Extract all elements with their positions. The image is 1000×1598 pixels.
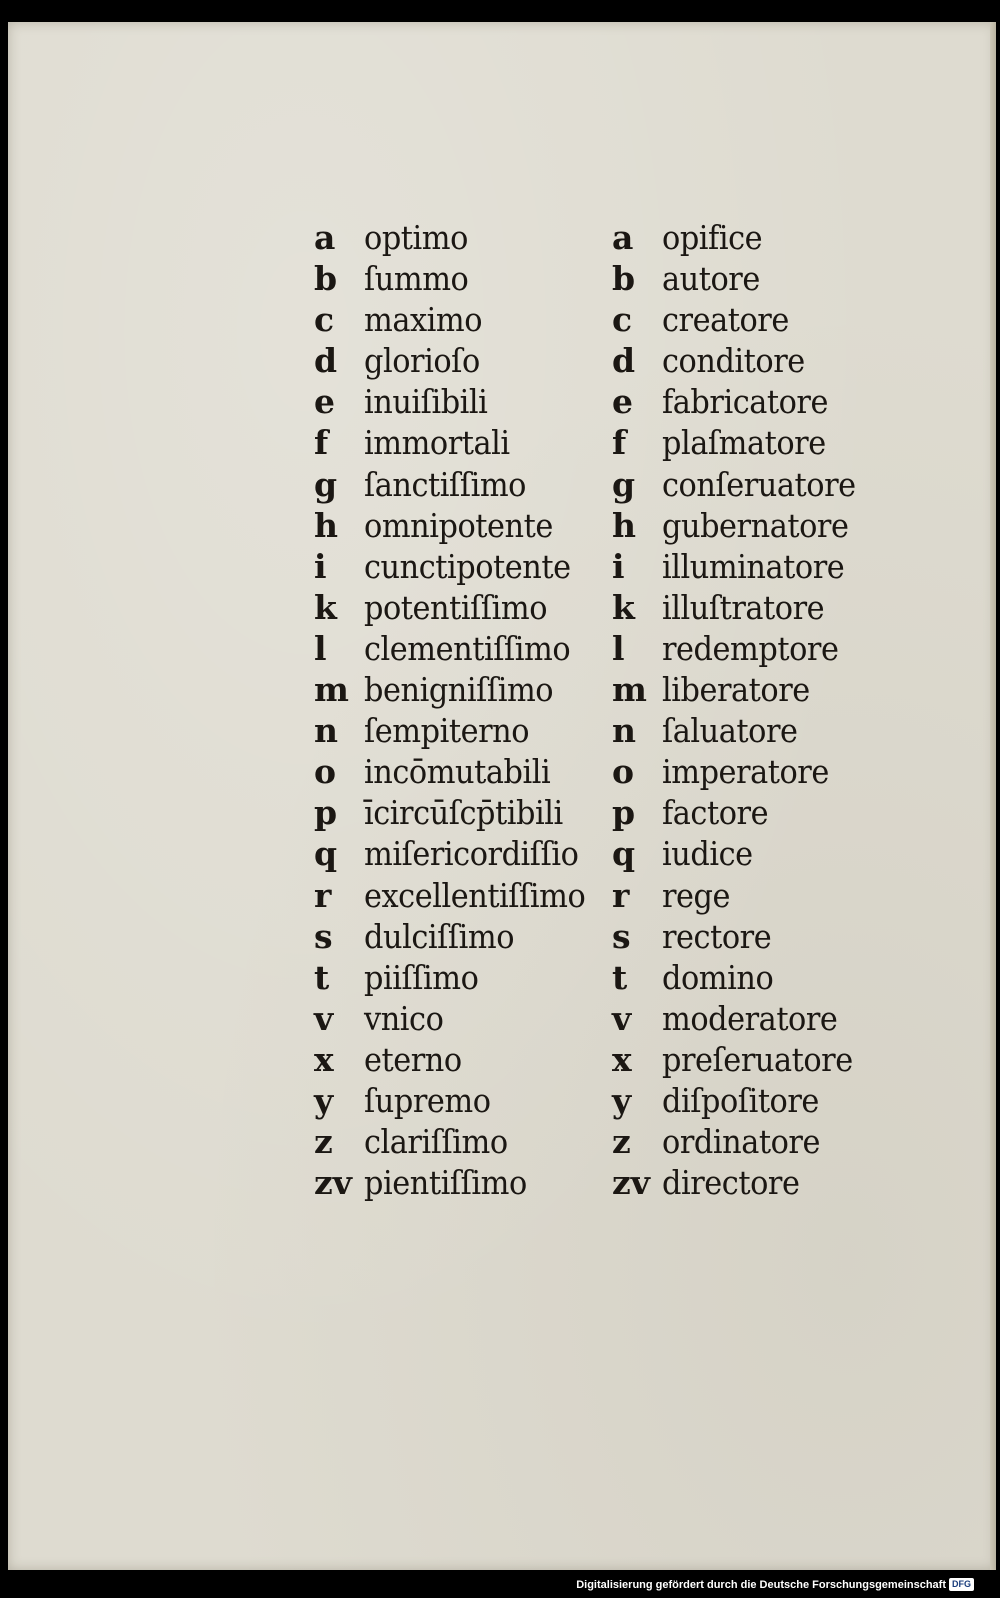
- right-entry-word: ſaluatore: [662, 711, 798, 751]
- right-entry-word: conditore: [662, 341, 805, 381]
- left-entry-letter: m: [314, 670, 349, 710]
- left-entry-letter: t: [314, 957, 330, 997]
- left-entry-word: optimo: [364, 218, 468, 257]
- right-entry: [612, 1081, 872, 1122]
- right-entry: [612, 1040, 872, 1081]
- left-entry-word: incōmutabili: [364, 752, 551, 792]
- left-entry: [314, 917, 605, 958]
- left-entry-word: excellentiſſimo: [364, 875, 586, 915]
- right-entry: [612, 588, 872, 629]
- right-entry: [612, 382, 872, 423]
- left-entry: [314, 382, 605, 423]
- right-entry-letter: x: [612, 1039, 632, 1079]
- left-entry-letter: i: [314, 546, 327, 586]
- book-page: [8, 22, 996, 1570]
- left-entry-word: piiſſimo: [364, 957, 479, 997]
- left-entry: [314, 629, 605, 670]
- left-entry-letter: p: [314, 793, 338, 833]
- left-entry-word: ſummo: [364, 259, 469, 299]
- left-entry-word: ſanctiſſimo: [364, 464, 527, 504]
- footer-credit: [576, 1578, 974, 1591]
- right-entry-letter: e: [612, 382, 633, 422]
- left-entry-word: clementiſſimo: [364, 628, 571, 668]
- right-entry: [612, 506, 872, 547]
- page-edge: [990, 22, 996, 1570]
- right-entry-word: iudice: [662, 834, 753, 874]
- right-entry-letter: y: [612, 1080, 632, 1120]
- right-entry-word: illuminatore: [662, 546, 845, 586]
- left-entry: [314, 588, 605, 629]
- left-entry: [314, 506, 605, 547]
- right-entry: [612, 465, 872, 506]
- right-column: [612, 218, 872, 1204]
- right-entry-word: plaſmatore: [662, 423, 826, 463]
- left-entry-word: benigniſſimo: [364, 670, 554, 710]
- right-entry: [612, 259, 872, 300]
- left-entry-letter: g: [314, 464, 338, 504]
- right-entry-word: redemptore: [662, 628, 839, 668]
- left-entry: [314, 834, 605, 875]
- right-entry: [612, 834, 872, 875]
- right-entry: [612, 793, 872, 834]
- right-entry-word: autore: [662, 259, 760, 299]
- right-entry: [612, 423, 872, 464]
- right-entry: [612, 670, 872, 711]
- left-entry-word: omnipotente: [364, 505, 553, 545]
- left-entry-word: potentiſſimo: [364, 587, 548, 627]
- left-entry: [314, 259, 605, 300]
- right-entry: [612, 629, 872, 670]
- left-entry-word: miſericordiſſio: [364, 834, 579, 874]
- left-entry-letter: x: [314, 1039, 334, 1079]
- right-entry-letter: m: [612, 670, 647, 710]
- right-entry: [612, 1122, 872, 1163]
- right-entry-letter: g: [612, 464, 636, 504]
- left-entry: [314, 876, 605, 917]
- left-entry: [314, 793, 605, 834]
- right-entry-letter: q: [612, 834, 636, 874]
- right-entry: [612, 958, 872, 999]
- left-entry-letter: r: [314, 875, 332, 915]
- right-entry-word: moderatore: [662, 998, 838, 1038]
- right-entry-word: gubernatore: [662, 505, 849, 545]
- right-entry: [612, 1163, 872, 1204]
- left-entry: [314, 752, 605, 793]
- left-entry-letter: e: [314, 382, 335, 422]
- left-entry-word: cunctipotente: [364, 546, 571, 586]
- left-entry-letter: b: [314, 259, 338, 299]
- right-entry-letter: i: [612, 546, 625, 586]
- left-entry-word: immortali: [364, 423, 510, 463]
- left-entry: [314, 711, 605, 752]
- dfg-logo: DFG: [949, 1578, 974, 1591]
- right-entry-letter: d: [612, 341, 636, 381]
- left-entry-word: maximo: [364, 300, 483, 340]
- left-entry-letter: z: [314, 1122, 333, 1162]
- right-entry-word: preſeruatore: [662, 1039, 853, 1079]
- right-entry-word: conſeruatore: [662, 464, 856, 504]
- right-entry: [612, 300, 872, 341]
- left-entry-word: vnico: [364, 998, 444, 1038]
- right-entry: [612, 752, 872, 793]
- left-entry-letter: v: [314, 998, 334, 1038]
- left-entry-word: ſempiterno: [364, 711, 530, 751]
- left-entry: [314, 999, 605, 1040]
- left-entry: [314, 218, 605, 259]
- left-entry-word: pientiſſimo: [364, 1163, 527, 1203]
- right-entry-word: creatore: [662, 300, 789, 340]
- left-entry-letter: o: [314, 752, 337, 792]
- left-entry-letter: h: [314, 505, 338, 545]
- footer-text: Digitalisierung gefördert durch die Deutsche Forschungsgemeinschaft: [576, 1578, 946, 1591]
- left-entry-word: īcircūſcp̄tibili: [364, 793, 563, 833]
- left-entry-letter: q: [314, 834, 338, 874]
- left-column: [314, 218, 605, 1204]
- right-entry-letter: c: [612, 300, 633, 340]
- right-entry-word: directore: [662, 1163, 800, 1203]
- right-entry-letter: z: [612, 1122, 631, 1162]
- right-entry-letter: a: [612, 218, 634, 257]
- right-entry-letter: o: [612, 752, 635, 792]
- right-entry: [612, 917, 872, 958]
- left-entry-letter: k: [314, 587, 337, 627]
- right-entry: [612, 999, 872, 1040]
- right-entry-word: rege: [662, 875, 731, 915]
- left-entry-letter: c: [314, 300, 335, 340]
- left-entry-letter: d: [314, 341, 338, 381]
- left-entry: [314, 1163, 605, 1204]
- right-entry-word: ordinatore: [662, 1122, 820, 1162]
- right-entry-letter: n: [612, 711, 636, 751]
- left-entry: [314, 670, 605, 711]
- right-entry-letter: h: [612, 505, 636, 545]
- right-entry-letter: v: [612, 998, 632, 1038]
- left-entry-letter: s: [314, 916, 333, 956]
- right-entry-word: diſpoſitore: [662, 1080, 819, 1120]
- right-entry-word: factore: [662, 793, 769, 833]
- right-entry-word: liberatore: [662, 670, 810, 710]
- right-entry-letter: b: [612, 259, 636, 299]
- left-entry: [314, 341, 605, 382]
- right-entry-letter: t: [612, 957, 628, 997]
- right-entry-letter: p: [612, 793, 636, 833]
- left-entry-letter: l: [314, 628, 327, 668]
- left-entry-word: ſupremo: [364, 1080, 491, 1120]
- right-entry-word: domino: [662, 957, 774, 997]
- right-entry-letter: k: [612, 587, 635, 627]
- left-entry: [314, 465, 605, 506]
- left-entry: [314, 958, 605, 999]
- left-entry-word: glorioſo: [364, 341, 480, 381]
- left-entry-letter: zv: [314, 1163, 352, 1203]
- right-entry-word: illuſtratore: [662, 587, 825, 627]
- left-entry: [314, 547, 605, 588]
- right-entry-letter: l: [612, 628, 625, 668]
- right-entry-letter: zv: [612, 1163, 650, 1203]
- right-entry: [612, 218, 872, 259]
- left-entry-letter: a: [314, 218, 336, 257]
- left-entry-letter: f: [314, 423, 329, 463]
- right-entry-word: imperatore: [662, 752, 829, 792]
- left-entry-word: clariſſimo: [364, 1122, 508, 1162]
- right-entry: [612, 547, 872, 588]
- right-entry: [612, 876, 872, 917]
- left-entry: [314, 423, 605, 464]
- left-entry-word: eterno: [364, 1039, 462, 1079]
- left-entry: [314, 1040, 605, 1081]
- right-entry-word: opifice: [662, 218, 763, 257]
- right-entry: [612, 341, 872, 382]
- left-entry-letter: y: [314, 1080, 334, 1120]
- right-entry-word: fabricatore: [662, 382, 829, 422]
- left-entry-word: inuiſibili: [364, 382, 488, 422]
- right-entry-letter: s: [612, 916, 631, 956]
- right-entry-letter: r: [612, 875, 630, 915]
- right-entry-letter: f: [612, 423, 627, 463]
- left-entry: [314, 1081, 605, 1122]
- right-entry-word: rectore: [662, 916, 772, 956]
- left-entry-word: dulciſſimo: [364, 916, 515, 956]
- left-entry-letter: n: [314, 711, 338, 751]
- right-entry: [612, 711, 872, 752]
- left-entry: [314, 300, 605, 341]
- left-entry: [314, 1122, 605, 1163]
